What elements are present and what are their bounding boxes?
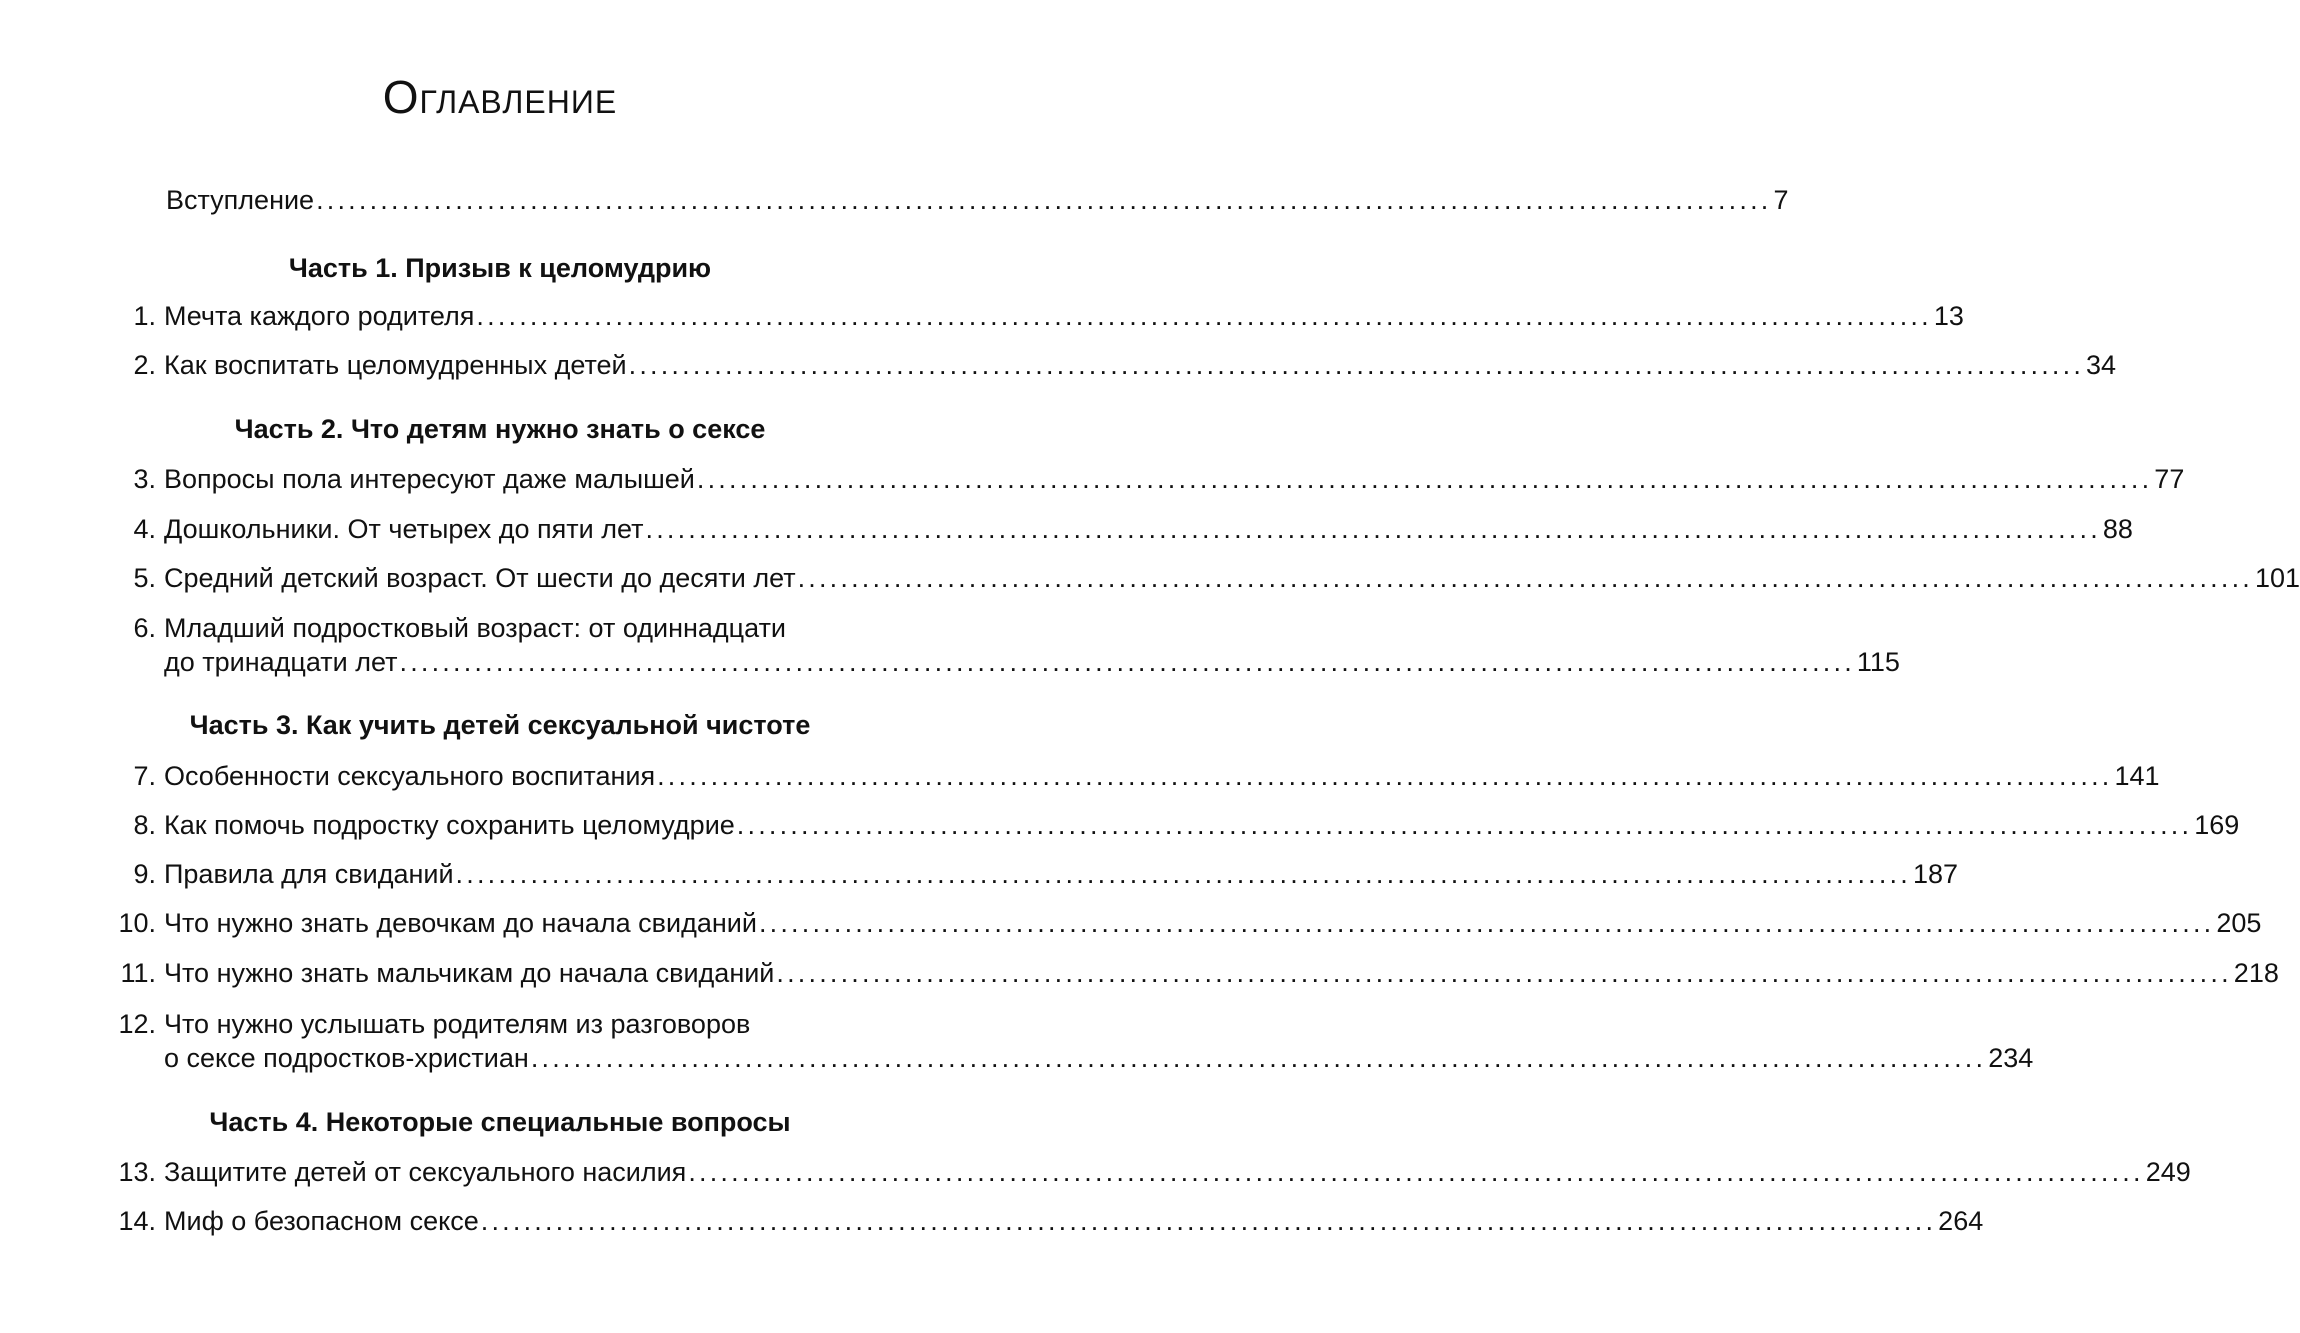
toc-entry-title: Особенности сексуального воспитания [164,761,656,791]
leader-dots [688,1152,2143,1192]
part-heading-4: Часть 4. Некоторые специальные вопросы [209,1107,791,1137]
toc-entry-title: Защитите детей от сексуального насилия [164,1157,687,1187]
leader-dots [759,903,2214,943]
leader-dots [629,345,2084,385]
leader-dots [646,509,2101,549]
leader-dots [456,854,1911,894]
toc-page-number: 7 [1773,185,1789,215]
toc-entry-9[interactable] [108,854,1959,894]
toc-page-number: 249 [2145,1157,2191,1187]
part-heading-2: Часть 2. Что детям нужно знать о сексе [234,414,766,444]
toc-entry-12-continued[interactable] [164,1038,2034,1078]
part-heading-1: Часть 1. Призыв к целомудрию [288,253,712,283]
toc-entry-7[interactable] [108,756,2160,796]
toc-entry-title: Вопросы пола интересуют даже малышей [164,464,695,494]
toc-page-number: 77 [2154,464,2185,494]
toc-page-number: 13 [1933,301,1964,331]
page-title: Оглавление [382,71,618,123]
leader-dots [697,459,2152,499]
toc-entry-title: Что нужно знать девочкам до начала свиданий [164,908,757,938]
toc-page-number: 115 [1856,647,1900,677]
toc-page-number: 234 [1988,1043,2034,1073]
leader-dots [798,558,2253,598]
toc-entry-5[interactable] [108,558,2300,598]
toc-entry-title: Средний детский возраст. От шести до десяти лет [164,563,796,593]
toc-entry-number: 7. [133,761,156,791]
toc-entry-title: Как воспитать целомудренных детей [164,350,627,380]
leader-dots [481,1201,1936,1241]
toc-entry-14[interactable] [108,1201,1984,1241]
leader-dots [776,953,2231,993]
leader-dots [657,756,2112,796]
toc-entry-number: 12. [118,1009,156,1039]
toc-entry-number: 13. [118,1157,156,1187]
toc-entry-title: Вступление [166,185,315,215]
leader-dots [400,642,1855,682]
toc-entry-number: 4. [133,514,156,544]
toc-entry-title: Младший подростковый возраст: от одиннадцати [164,613,787,643]
toc-page-number: 88 [2102,514,2133,544]
toc-entry-title: Что нужно знать мальчикам до начала свиданий [164,958,775,988]
toc-entry-title: Миф о безопасном сексе [164,1206,479,1236]
leader-dots [316,180,1771,220]
toc-entry-number: 10. [118,908,156,938]
toc-entry-title: Дошкольники. От четырех до пяти лет [164,514,644,544]
toc-page-number: 218 [2233,958,2279,988]
toc-entry-number: 6. [133,613,156,643]
toc-entry-number: 3. [133,464,156,494]
toc-entry-8[interactable] [108,805,2240,845]
toc-entry-title: Как помочь подростку сохранить целомудрие [164,810,735,840]
toc-entry-number: 2. [133,350,156,380]
part-heading-3: Часть 3. Как учить детей сексуальной чистоте [189,710,811,740]
toc-entry-title: Правила для свиданий [164,859,454,889]
toc-entry-number: 9. [133,859,156,889]
toc-entry-number: 5. [133,563,156,593]
leader-dots [476,296,1931,336]
leader-dots [737,805,2192,845]
toc-entry-1[interactable] [108,296,1964,336]
toc-entry-number: 11. [120,958,156,988]
toc-entry-13[interactable] [108,1152,2191,1192]
toc-entry-title: Что нужно услышать родителям из разговоров [164,1009,751,1039]
toc-entry-10[interactable] [108,903,2262,943]
toc-entry-4[interactable] [108,509,2133,549]
toc-entry-6-continued[interactable] [164,642,1900,682]
toc-entry-number: 14. [118,1206,156,1236]
toc-entry-2[interactable] [108,345,2117,385]
toc-entry-title-continued: о сексе подростков-христиан [164,1043,529,1073]
toc-page-number: 141 [2114,761,2160,791]
toc-page-number: 205 [2216,908,2262,938]
toc-entry-title-continued: до тринадцати лет [164,647,398,677]
toc-entry-title: Мечта каждого родителя [164,301,475,331]
toc-entry-11[interactable] [108,953,2279,993]
toc-entry-number: 8. [133,810,156,840]
toc-entry-3[interactable] [108,459,2185,499]
leader-dots [531,1038,1986,1078]
toc-page-number: 101 [2254,563,2300,593]
toc-page-number: 264 [1938,1206,1984,1236]
toc-page-number: 34 [2086,350,2117,380]
toc-page-number: 169 [2194,810,2240,840]
toc-entry-number: 1. [133,301,156,331]
toc-entry-intro[interactable] [166,180,1789,220]
toc-page-number: 187 [1912,859,1959,889]
